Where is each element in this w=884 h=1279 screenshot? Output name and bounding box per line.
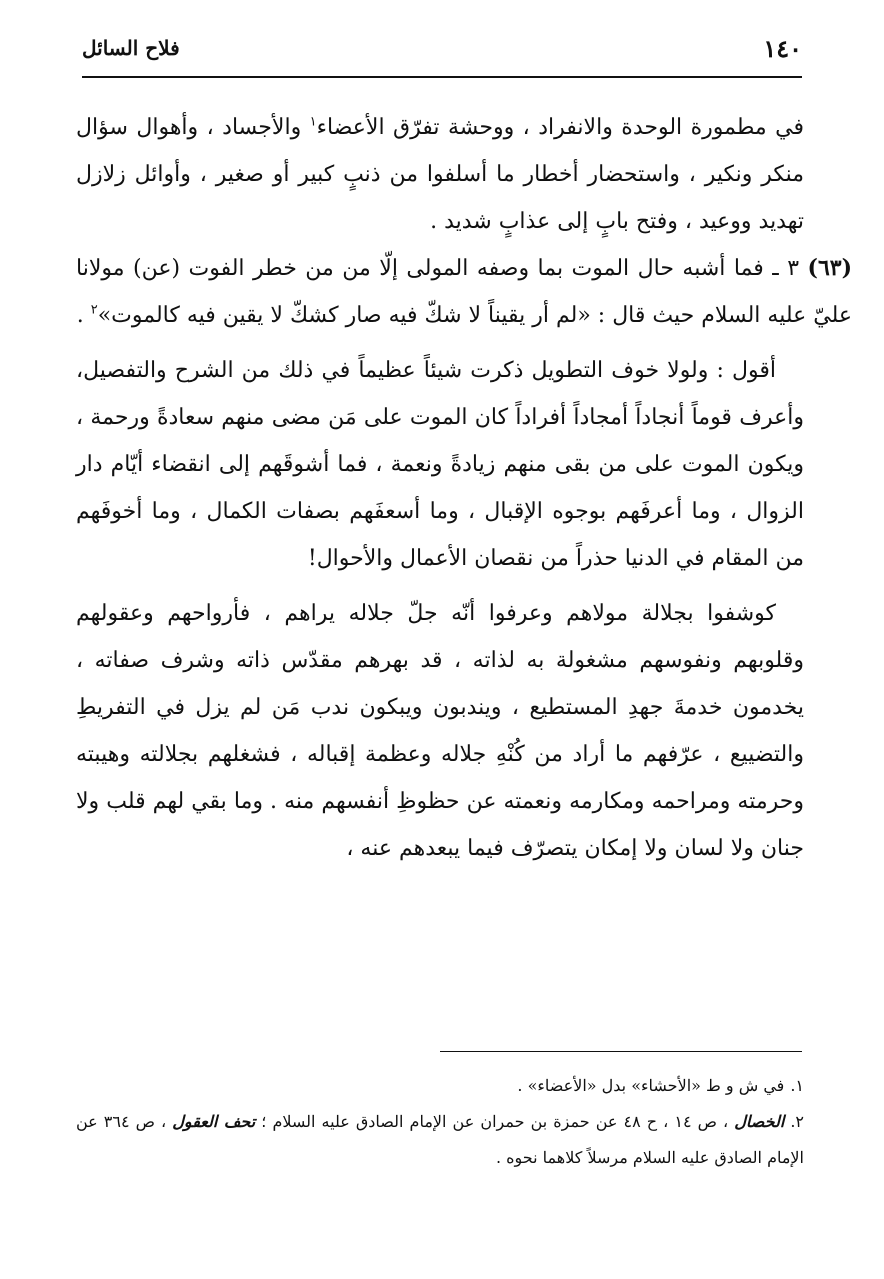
paragraph-4: كوشفوا بجلالة مولاهم وعرفوا أنّه جلّ جلاله يراهم ، فأرواحهم وعقولهم وقلوبهم ونفوسهم مشغولة به لذاته ، قد بهرهم مقدّس ذاته وشرف صفاته ، يخدمون خدمةَ جهدِ المستطيع ، ويندبون ويبكون ندب مَن لم يزل في التفريطِ والتضييع ، عرّفهم ما أراد من كُنْهِ جلاله وعظمة إقباله ، فشغلهم بجلالته وهيبته وحرمته ومراحمه ومكارمه ونعمته عن حظوظِ أنفسهم منه . وما بقي لهم قلب ولا جنان ولا لسان ولا إمكان يتصرّف فيما يبعدهم عنه ، (76, 601, 804, 861)
page-number: ١٤٠ (763, 34, 802, 63)
paragraph-3: أقول : ولولا خوف التطويل ذكرت شيئاً عظيماً في ذلك من الشرح والتفصيل، وأعرف قوماً أنجاداً أمجاداً أفراداً كان الموت على مَن مضى منهم سعادةً ورحمة ، ويكون الموت على من بقى منهم زيادةً ونعمة ، فما أشوقَهم إلى انقضاء أيّام دار الزوال ، وما أعرفَهم بوجوه الإقبال ، وما أسعفَهم بصفات الكمال ، وما أخوفَهم من المقام في الدنيا حذراً من نقصان الأعمال والأحوال! (76, 358, 805, 571)
footnotes (76, 1068, 804, 1176)
footnote-marker-1: ١ (309, 114, 317, 130)
footnote-divider (440, 1051, 802, 1052)
source-title: الخصال (734, 1112, 785, 1131)
footnote-marker-2: ٢ (90, 302, 98, 318)
paragraph-1: في مطمورة الوحدة والانفراد ، ووحشة تفرّق الأعضاء$^١$ والأجساد ، وأهوال سؤال منكر ونكير ، واستحضار أخطار ما أسلفوا من ذنبٍ كبير أو صغير ، وأوائل زلازل تهديد ووعيد ، وفتح بابٍ إلى عذابٍ شديد . (76, 114, 804, 234)
page-header (82, 34, 802, 74)
section-number: (٦٣) (807, 255, 852, 281)
header-divider (82, 76, 802, 78)
paragraph-2: (٦٣) ٣ ـ فما أشبه حال الموت بما وصفه المولى إلّا من من خطر الفوت (عن) مولانا عليّ عليه السلام حيث قال : «لم أر يقيناً لا شكّ فيه صار كشكّ لا يقين فيه كالموت»$^٢$ . (76, 255, 852, 328)
footnote-2: ٢.الخصال ، ص ١٤ ، ح ٤٨ عن حمزة بن حمران عن الإمام الصادق عليه السلام ؛ تحف العقول ، ص ٣٦٤ عن الإمام الصادق عليه السلام مرسلاً كلاهما نحوه . (76, 1112, 805, 1167)
running-title: فلاح السائل (82, 36, 180, 60)
main-text (76, 104, 852, 872)
source-title: تحف العقول (172, 1112, 256, 1131)
footnote-1: ١.في ش و ط «الأحشاء» بدل «الأعضاء» . (517, 1076, 804, 1095)
